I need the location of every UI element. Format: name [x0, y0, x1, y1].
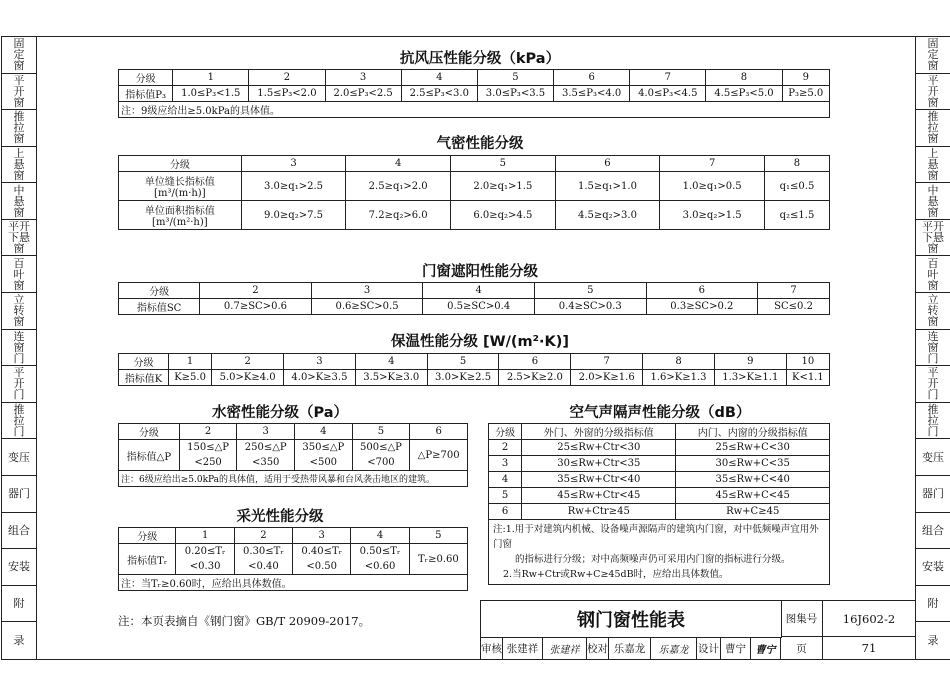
shade-value-cell: 0.6≥SC>0.5 — [311, 299, 423, 315]
wind-value-cell: 3.0≤P₃<3.5 — [477, 86, 553, 102]
thermal-head-cell: 6 — [499, 354, 571, 370]
wind-head-cell: 2 — [249, 70, 325, 86]
thermal-head-cell: 分级 — [119, 354, 169, 370]
design-label: 设计 — [697, 637, 721, 659]
thermal-table — [118, 353, 830, 386]
page-label: 页 — [781, 637, 823, 659]
shade-value-cell: 0.5≥SC>0.4 — [423, 299, 535, 315]
atlas-number: 16J602-2 — [823, 601, 915, 637]
left-tab-8[interactable]: 连 窗 门 — [2, 330, 36, 367]
thermal-value-cell: 3.0>K≥2.5 — [427, 370, 499, 386]
sound-note-2: 的指标进行分级；对中高频噪声仍可采用内门窗的指标进行分级。 — [515, 554, 791, 565]
water-note: 注：6级应给出≥5.0kPa的具体值，适用于受热带风暴和台风袭击地区的建筑。 — [119, 471, 468, 487]
thermal-head-cell: 4 — [355, 354, 427, 370]
air-head-cell: 分级 — [119, 156, 242, 172]
air-value-cell: 6.0≥q₂>4.5 — [451, 201, 556, 230]
air-value-cell: 单位面积指标值 [m³/(m²·h)] — [119, 201, 242, 230]
light-head-cell: 2 — [234, 528, 292, 544]
checker-signature: 乐嘉龙 — [651, 637, 697, 659]
air-table — [118, 155, 830, 230]
light-range-bottom: <0.40 — [234, 559, 292, 575]
shade-head-cell: 4 — [423, 283, 535, 299]
right-tab-1[interactable]: 平 开 窗 — [916, 74, 950, 111]
light-head-cell: 3 — [293, 528, 351, 544]
sound-cell: 6 — [489, 504, 522, 520]
light-range-bottom: <0.30 — [176, 559, 234, 575]
air-value-cell: 4.5≥q₂>3.0 — [555, 201, 660, 230]
light-range-top: 0.50≤Tᵣ — [351, 544, 409, 560]
left-tab-13[interactable]: 组合 — [2, 513, 36, 550]
light-range-bottom: <0.50 — [293, 559, 351, 575]
sound-row — [489, 472, 830, 488]
right-tab-6[interactable]: 百 叶 窗 — [916, 256, 950, 293]
water-range-top: 150≤△P — [179, 440, 237, 456]
reviewer-signature: 张建祥 — [543, 637, 587, 659]
water-last: △P≥700 — [410, 440, 468, 471]
wind-value-cell: 2.0≤P₃<2.5 — [325, 86, 401, 102]
right-tab-10[interactable]: 推 拉 门 — [916, 403, 950, 440]
wind-head-cell: 7 — [630, 70, 706, 86]
left-tab-3[interactable]: 上 悬 窗 — [2, 147, 36, 184]
light-range-bottom: <0.60 — [351, 559, 409, 575]
shade-value-cell: 0.7≥SC>0.6 — [200, 299, 312, 315]
right-tab-12[interactable]: 器门 — [916, 476, 950, 513]
air-value-cell: 3.0≥q₂>1.5 — [660, 201, 765, 230]
light-range-top: 0.20≤Tᵣ — [176, 544, 234, 560]
shade-head-cell: 5 — [534, 283, 646, 299]
drawing-title: 钢门窗性能表 — [481, 601, 782, 638]
water-table — [118, 423, 468, 487]
shade-value-cell: 0.3≥SC>0.2 — [646, 299, 758, 315]
light-range-top: 0.30≤Tᵣ — [234, 544, 292, 560]
wind-value-cell: 1.5≤P₃<2.0 — [249, 86, 325, 102]
wind-head-cell: 4 — [401, 70, 477, 86]
sound-cell: Rw+Ctr≥45 — [522, 504, 676, 520]
wind-head-cell: 3 — [325, 70, 401, 86]
right-tab-8[interactable]: 连 窗 门 — [916, 330, 950, 367]
atlas-label: 图集号 — [781, 601, 823, 637]
designer-name: 曹宁 — [721, 637, 751, 659]
wind-value-cell: 4.0≤P₃<4.5 — [630, 86, 706, 102]
water-head-cell: 2 — [179, 424, 237, 440]
left-tab-12[interactable]: 器门 — [2, 476, 36, 513]
right-tab-3[interactable]: 上 悬 窗 — [916, 147, 950, 184]
water-range-top: 350≤△P — [295, 440, 353, 456]
water-head-cell: 6 — [410, 424, 468, 440]
light-last: Tᵣ≥0.60 — [409, 544, 467, 575]
sound-table — [488, 423, 830, 585]
air-value-cell: 单位缝长指标值 [m³/(m·h)] — [119, 172, 242, 201]
sound-cell: 45≤Rw+Ctr<45 — [522, 488, 676, 504]
reviewer-name: 张建祥 — [503, 637, 543, 659]
left-tab-9[interactable]: 平 开 门 — [2, 366, 36, 403]
air-value-cell: 2.0≥q₁>1.5 — [451, 172, 556, 201]
sound-title: 空气声隔声性能分级（dB） — [569, 405, 751, 421]
air-value-cell: 9.0≥q₂>7.5 — [241, 201, 346, 230]
thermal-head-cell: 1 — [168, 354, 211, 370]
thermal-head-cell: 9 — [714, 354, 786, 370]
left-tab-5[interactable]: 平开 下悬 窗 — [2, 220, 36, 257]
left-tab-7[interactable]: 立 转 窗 — [2, 293, 36, 330]
sound-head-cell: 外门、外窗的分级指标值 — [522, 424, 676, 440]
left-tab-16[interactable]: 录 — [13, 634, 25, 648]
wind-value-cell: 4.5≤P₃<5.0 — [706, 86, 782, 102]
light-range-top: 0.40≤Tᵣ — [293, 544, 351, 560]
wind-value-cell: 1.0≤P₃<1.5 — [173, 86, 249, 102]
thermal-value-cell: 5.0>K≥4.0 — [212, 370, 284, 386]
sound-cell: 35≤Rw+Ctr<40 — [522, 472, 676, 488]
air-head-cell: 3 — [241, 156, 346, 172]
left-tab-15[interactable]: 附 — [2, 586, 36, 623]
designer-signature: 曹宁 — [751, 637, 781, 659]
water-title: 水密性能分级（Pa） — [211, 405, 349, 421]
right-tab-14[interactable]: 安装 — [916, 549, 950, 586]
thermal-head-cell: 5 — [427, 354, 499, 370]
thermal-head-cell: 10 — [786, 354, 829, 370]
right-tab-0[interactable]: 固 定 窗 — [916, 37, 950, 74]
wind-head-cell: 9 — [782, 70, 829, 86]
shade-head-cell: 7 — [758, 283, 830, 299]
air-head-cell: 5 — [451, 156, 556, 172]
wind-head-cell: 6 — [554, 70, 630, 86]
left-tab-10[interactable]: 推 拉 门 — [2, 403, 36, 440]
wind-value-cell: 2.5≤P₃<3.0 — [401, 86, 477, 102]
right-tab-5[interactable]: 平开 下悬 窗 — [916, 220, 950, 257]
water-range-bottom: <700 — [352, 455, 410, 471]
thermal-value-cell: K<1.1 — [786, 370, 829, 386]
water-label: 指标值△P — [119, 440, 180, 471]
right-tab-15[interactable]: 附 — [916, 586, 950, 623]
air-value-cell: 1.0≥q₁>0.5 — [660, 172, 765, 201]
thermal-value-cell: 2.0>K≥1.6 — [571, 370, 643, 386]
left-tab-0[interactable]: 固 定 窗 — [2, 37, 36, 74]
sound-cell: 25≤Rw+Ctr<30 — [522, 440, 676, 456]
right-tab-4[interactable]: 中 悬 窗 — [916, 183, 950, 220]
thermal-head-cell: 3 — [284, 354, 356, 370]
wind-value-cell: P₃≥5.0 — [782, 86, 829, 102]
water-head-cell: 3 — [237, 424, 295, 440]
check-label: 校对 — [587, 637, 609, 659]
sound-head-cell: 分级 — [489, 424, 522, 440]
shade-head-cell: 3 — [311, 283, 423, 299]
sound-row — [489, 440, 830, 456]
light-title: 采光性能分级 — [236, 509, 324, 525]
air-head-cell: 7 — [660, 156, 765, 172]
wind-head-cell: 分级 — [119, 70, 173, 86]
sound-cell: 30≤Rw+Ctr<35 — [522, 456, 676, 472]
sound-row — [489, 456, 830, 472]
right-tab-2[interactable]: 推 拉 窗 — [916, 110, 950, 147]
shade-value-cell: 指标值SC — [119, 299, 200, 315]
wind-title: 抗风压性能分级（kPa） — [399, 51, 561, 67]
left-tab-6[interactable]: 百 叶 窗 — [2, 256, 36, 293]
thermal-value-cell: 4.0>K≥3.5 — [284, 370, 356, 386]
title-block — [480, 600, 916, 660]
thermal-value-cell: 2.5>K≥2.0 — [499, 370, 571, 386]
thermal-title: 保温性能分级 [W/(m²·K)] — [390, 334, 570, 350]
right-tab-16[interactable]: 录 — [927, 634, 939, 648]
light-table — [118, 527, 468, 591]
light-head-cell: 1 — [176, 528, 234, 544]
thermal-head-cell: 8 — [643, 354, 715, 370]
shade-head-cell: 6 — [646, 283, 758, 299]
water-range-top: 500≤△P — [352, 440, 410, 456]
wind-head-cell: 8 — [706, 70, 782, 86]
thermal-head-cell: 7 — [571, 354, 643, 370]
air-title: 气密性能分级 — [436, 136, 524, 152]
air-value-cell: 3.0≥q₁>2.5 — [241, 172, 346, 201]
sound-cell: Rw+C≥45 — [676, 504, 830, 520]
sound-head-cell: 内门、内窗的分级指标值 — [676, 424, 830, 440]
left-tab-2[interactable]: 推 拉 窗 — [2, 110, 36, 147]
thermal-value-cell: 1.3>K≥1.1 — [714, 370, 786, 386]
sound-cell: 5 — [489, 488, 522, 504]
air-value-cell: q₂≤1.5 — [764, 201, 829, 230]
sound-cell: 30≤Rw+C<35 — [676, 456, 830, 472]
sound-cell: 35≤Rw+C<40 — [676, 472, 830, 488]
shade-value-cell: 0.4≥SC>0.3 — [534, 299, 646, 315]
air-head-cell: 6 — [555, 156, 660, 172]
thermal-head-cell: 2 — [212, 354, 284, 370]
light-head-cell: 5 — [409, 528, 467, 544]
source-footnote: 注：本页表摘自《钢门窗》GB/T 20909-2017。 — [118, 614, 371, 628]
water-range-bottom: <250 — [179, 455, 237, 471]
shade-table — [118, 282, 830, 315]
water-range-bottom: <500 — [295, 455, 353, 471]
thermal-value-cell: K≥5.0 — [168, 370, 211, 386]
left-tab-4[interactable]: 中 悬 窗 — [2, 183, 36, 220]
air-value-cell: 1.5≥q₁>1.0 — [555, 172, 660, 201]
light-head-cell: 分级 — [119, 528, 176, 544]
wind-note: 注：9级应给出≥5.0kPa的具体值。 — [119, 102, 830, 118]
wind-value-cell: 3.5≤P₃<4.0 — [554, 86, 630, 102]
thermal-value-cell: 指标值K — [119, 370, 169, 386]
air-value-cell: 7.2≥q₂>6.0 — [346, 201, 451, 230]
wind-head-cell: 1 — [173, 70, 249, 86]
right-tab-9[interactable]: 平 开 门 — [916, 366, 950, 403]
shade-head-cell: 分级 — [119, 283, 200, 299]
wind-value-cell: 指标值P₃ — [119, 86, 173, 102]
water-range-bottom: <350 — [237, 455, 295, 471]
side-tabs-left — [1, 36, 37, 660]
thermal-value-cell: 1.6>K≥1.3 — [643, 370, 715, 386]
air-value-cell: 2.5≥q₁>2.0 — [346, 172, 451, 201]
sound-cell: 25≤Rw+C<30 — [676, 440, 830, 456]
left-tab-14[interactable]: 安装 — [2, 549, 36, 586]
sound-cell: 3 — [489, 456, 522, 472]
water-head-cell: 分级 — [119, 424, 180, 440]
light-note: 注：当Tᵣ≥0.60时，应给出具体数值。 — [119, 575, 468, 591]
right-tab-7[interactable]: 立 转 窗 — [916, 293, 950, 330]
sound-notes — [489, 520, 830, 585]
water-range-top: 250≤△P — [237, 440, 295, 456]
side-tabs-right — [915, 36, 950, 660]
sound-row — [489, 488, 830, 504]
sound-cell: 45≤Rw+C<45 — [676, 488, 830, 504]
checker-name: 乐嘉龙 — [609, 637, 651, 659]
air-head-cell: 8 — [764, 156, 829, 172]
water-head-cell: 5 — [352, 424, 410, 440]
wind-table — [118, 69, 830, 118]
light-label: 指标值Tᵣ — [119, 544, 176, 575]
water-head-cell: 4 — [295, 424, 353, 440]
wind-head-cell: 5 — [477, 70, 553, 86]
right-tab-11[interactable]: 变压 — [916, 439, 950, 476]
sound-cell: 2 — [489, 440, 522, 456]
shade-value-cell: SC≤0.2 — [758, 299, 830, 315]
air-value-cell: q₁≤0.5 — [764, 172, 829, 201]
left-tab-1[interactable]: 平 开 窗 — [2, 74, 36, 111]
sound-note-1: 注:1.用于对建筑内机械、设备噪声源隔声的建筑内门窗，对中低频噪声宜用外门窗 — [493, 524, 819, 550]
sound-row — [489, 504, 830, 520]
sound-cell: 4 — [489, 472, 522, 488]
right-tab-13[interactable]: 组合 — [916, 513, 950, 550]
shade-head-cell: 2 — [200, 283, 312, 299]
sound-note-3: 2.当Rw+Ctr或Rw+C≥45dB时，应给出具体数值。 — [503, 569, 729, 580]
left-tab-11[interactable]: 变压 — [2, 439, 36, 476]
light-head-cell: 4 — [351, 528, 409, 544]
thermal-value-cell: 3.5>K≥3.0 — [355, 370, 427, 386]
shade-title: 门窗遮阳性能分级 — [422, 264, 538, 280]
air-head-cell: 4 — [346, 156, 451, 172]
page-number: 71 — [861, 641, 877, 655]
review-label: 审核 — [481, 637, 503, 659]
